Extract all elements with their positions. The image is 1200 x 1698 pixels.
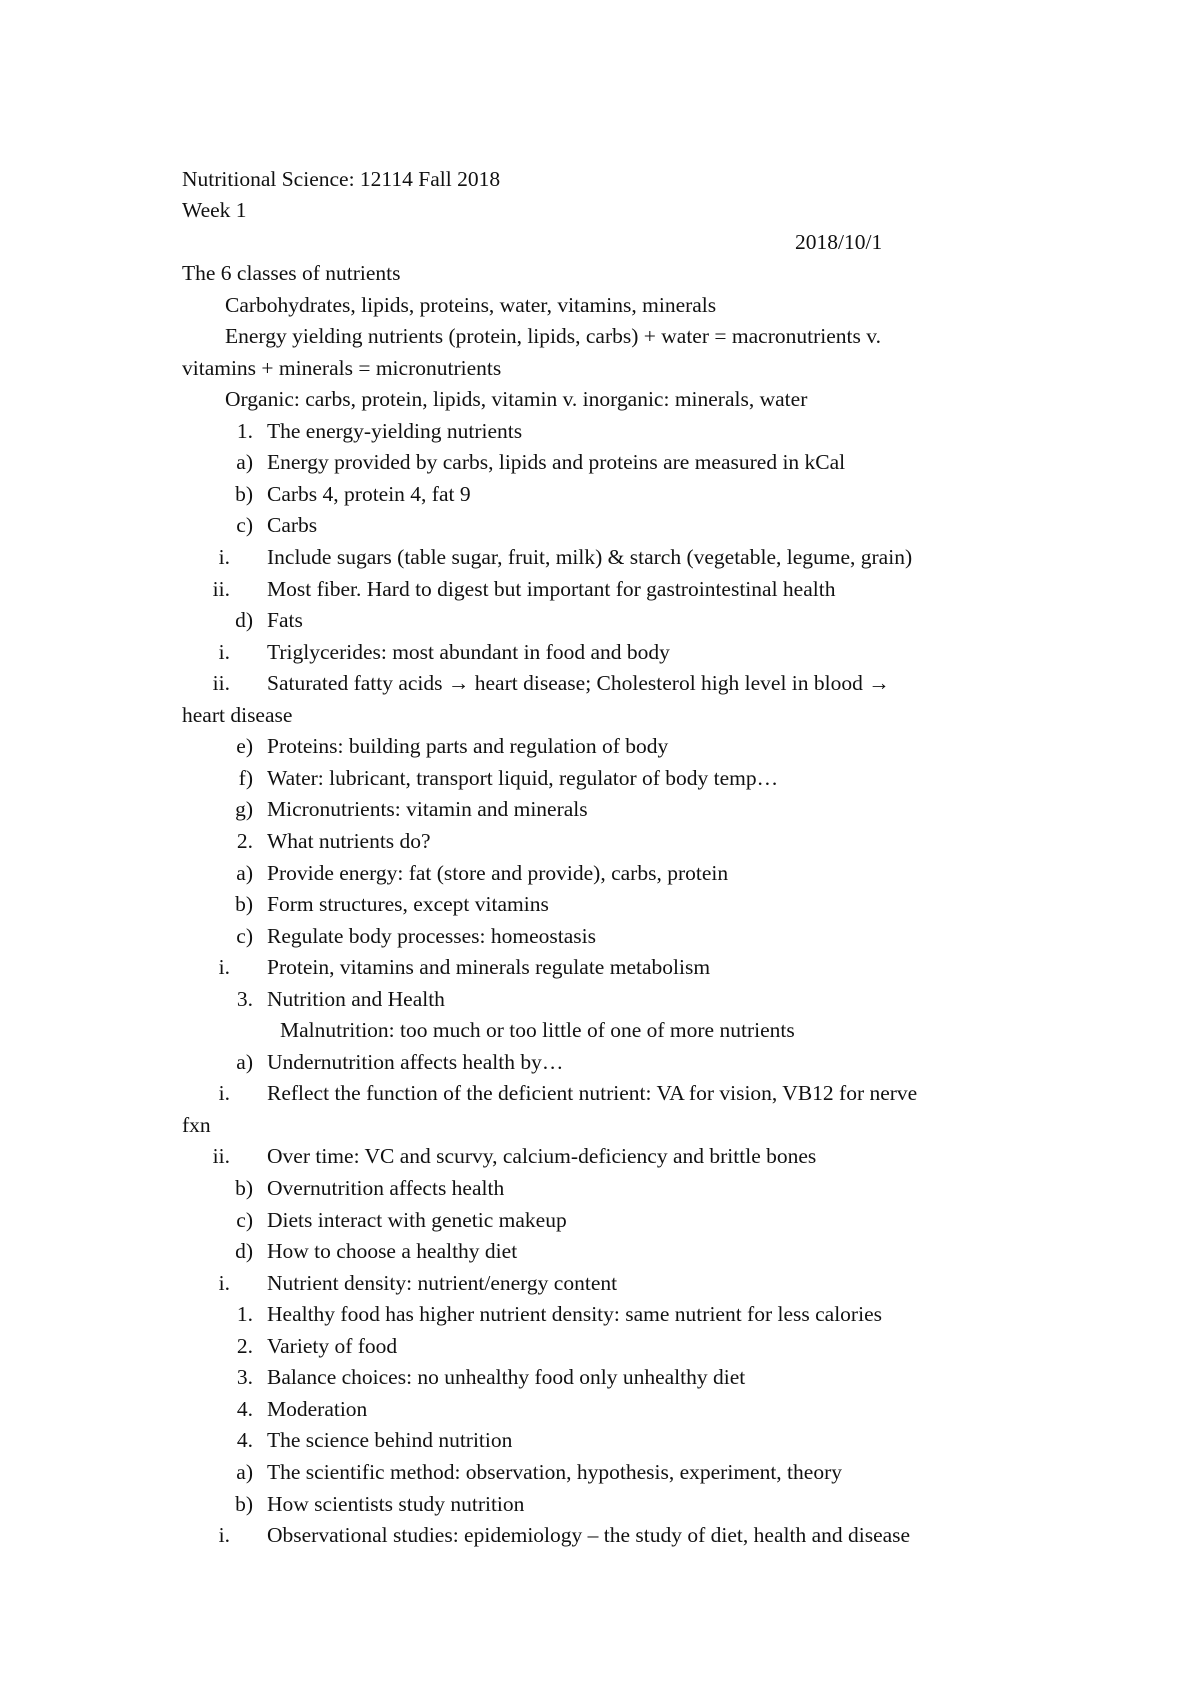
list-marker: i. <box>218 955 230 979</box>
list-item: Healthy food has higher nutrient density: same nutrient for less calories <box>267 1302 882 1326</box>
list-item-continuation: fxn <box>182 1113 211 1137</box>
week-label: Week 1 <box>182 198 247 222</box>
list-marker: e) <box>236 734 253 758</box>
list-item: Proteins: building parts and regulation of body <box>267 734 669 758</box>
list-marker: 4. <box>236 1428 253 1452</box>
list-item: Energy provided by carbs, lipids and proteins are measured in kCal <box>267 450 846 474</box>
list-marker: ii. <box>212 1144 230 1168</box>
list-marker: 2. <box>236 829 253 853</box>
list-marker: ii. <box>212 577 230 601</box>
note-line: Malnutrition: too much or too little of one of more nutrients <box>280 1018 795 1042</box>
list-item: Most fiber. Hard to digest but important for gastrointestinal health <box>267 577 836 601</box>
course-title: Nutritional Science: 12114 Fall 2018 <box>182 167 501 191</box>
list-marker: a) <box>236 1050 253 1074</box>
list-item: Water: lubricant, transport liquid, regulator of body temp… <box>267 766 779 790</box>
list-marker: a) <box>236 450 253 474</box>
list-marker: a) <box>236 1460 253 1484</box>
list-marker: 4. <box>236 1397 253 1421</box>
note-line: Carbohydrates, lipids, proteins, water, vitamins, minerals <box>225 293 717 317</box>
list-item: Undernutrition affects health by… <box>267 1050 564 1074</box>
list-item: Reflect the function of the deficient nutrient: VA for vision, VB12 for nerve <box>267 1081 918 1105</box>
list-marker: g) <box>235 797 253 821</box>
list-marker: b) <box>235 1492 253 1516</box>
list-item: Variety of food <box>267 1334 398 1358</box>
list-item: Provide energy: fat (store and provide), carbs, protein <box>267 861 729 885</box>
list-item: Fats <box>267 608 303 632</box>
list-marker: d) <box>235 1239 253 1263</box>
list-marker: c) <box>236 1208 253 1232</box>
list-marker: 1. <box>236 1302 253 1326</box>
note-line: Organic: carbs, protein, lipids, vitamin v. inorganic: minerals, water <box>225 387 808 411</box>
list-item: Moderation <box>267 1397 368 1421</box>
list-item: Regulate body processes: homeostasis <box>267 924 597 948</box>
list-item: Micronutrients: vitamin and minerals <box>267 797 588 821</box>
list-item: The energy-yielding nutrients <box>267 419 523 443</box>
list-item: The science behind nutrition <box>267 1428 513 1452</box>
list-item: The scientific method: observation, hypothesis, experiment, theory <box>267 1460 842 1484</box>
list-item: Carbs 4, protein 4, fat 9 <box>267 482 471 506</box>
list-marker: a) <box>236 861 253 885</box>
list-item: Form structures, except vitamins <box>267 892 549 916</box>
list-item: Over time: VC and scurvy, calcium-deficiency and brittle bones <box>267 1144 817 1168</box>
list-marker: i. <box>218 1081 230 1105</box>
list-marker: c) <box>236 924 253 948</box>
list-item: Nutrient density: nutrient/energy content <box>267 1271 618 1295</box>
list-item: How scientists study nutrition <box>267 1492 525 1516</box>
list-marker: 3. <box>236 1365 253 1389</box>
list-marker: b) <box>235 482 253 506</box>
note-line-continuation: vitamins + minerals = micronutrients <box>182 356 502 380</box>
date-label: 2018/10/1 <box>795 230 883 254</box>
list-marker: c) <box>236 513 253 537</box>
list-item-continuation: heart disease <box>182 703 293 727</box>
list-marker: 3. <box>236 987 253 1011</box>
list-item: Protein, vitamins and minerals regulate metabolism <box>267 955 711 979</box>
section-heading: The 6 classes of nutrients <box>182 261 401 285</box>
list-item: Carbs <box>267 513 318 537</box>
list-marker: i. <box>218 1523 230 1547</box>
list-marker: 1. <box>236 419 253 443</box>
list-marker: i. <box>218 545 230 569</box>
list-marker: i. <box>218 1271 230 1295</box>
list-item: Observational studies: epidemiology – the study of diet, health and disease <box>267 1523 911 1547</box>
list-marker: b) <box>235 1176 253 1200</box>
list-item: Saturated fatty acids → heart disease; Cholesterol high level in blood → <box>267 671 890 695</box>
list-marker: i. <box>218 640 230 664</box>
note-line: Energy yielding nutrients (protein, lipids, carbs) + water = macronutrients v. <box>225 324 881 348</box>
list-item: What nutrients do? <box>267 829 431 853</box>
list-marker: d) <box>235 608 253 632</box>
list-marker: f) <box>238 766 253 790</box>
list-item: How to choose a healthy diet <box>267 1239 518 1263</box>
list-item: Balance choices: no unhealthy food only unhealthy diet <box>267 1365 746 1389</box>
list-item: Nutrition and Health <box>267 987 445 1011</box>
list-marker: 2. <box>236 1334 253 1358</box>
list-marker: b) <box>235 892 253 916</box>
list-marker: ii. <box>212 671 230 695</box>
list-item: Diets interact with genetic makeup <box>267 1208 567 1232</box>
list-item: Include sugars (table sugar, fruit, milk) & starch (vegetable, legume, grain) <box>267 545 913 569</box>
list-item: Overnutrition affects health <box>267 1176 505 1200</box>
list-item: Triglycerides: most abundant in food and body <box>267 640 670 664</box>
